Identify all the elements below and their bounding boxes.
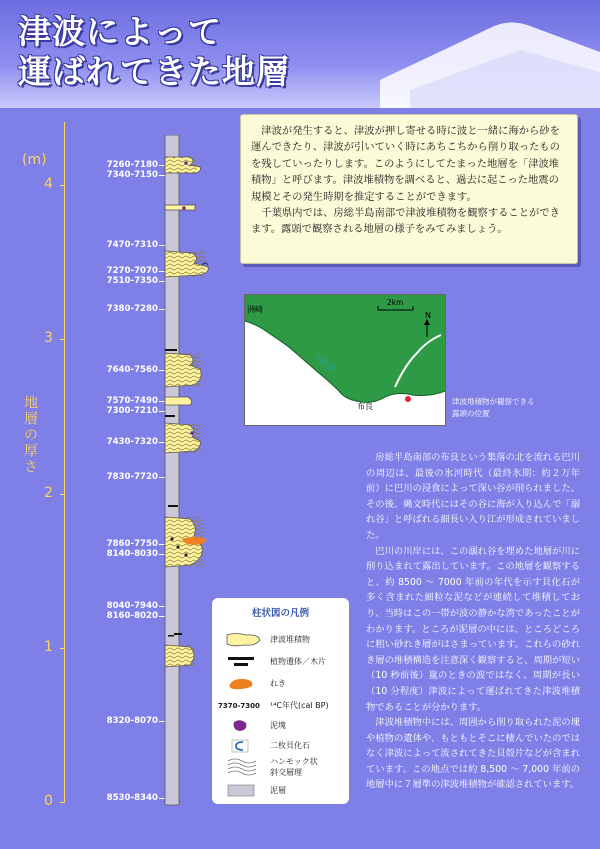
map-label-sunosaki: 洲崎: [247, 305, 263, 314]
legend-item: [212, 756, 349, 784]
bivalve-icon: [226, 738, 262, 754]
legend-item: [212, 654, 349, 674]
axis-tick: [60, 185, 65, 186]
axis-tick-label: 2: [44, 485, 53, 501]
mud-layer: [165, 135, 179, 805]
axis-line: [64, 122, 65, 802]
c14-date-label: 7260-7180: [106, 160, 158, 170]
legend-item: [212, 698, 349, 718]
gravel-swatch: [226, 676, 262, 692]
axis-tick: [60, 648, 65, 649]
mud-layer-swatch: [226, 784, 262, 798]
axis-tick-label: 3: [44, 330, 53, 346]
mud-clast: [182, 206, 186, 210]
stratigraphic-column: [160, 135, 220, 807]
legend-item: [212, 738, 349, 758]
mud-clast-swatch: [226, 718, 262, 734]
mountain-graphic: [370, 0, 600, 108]
map-caption-line: 露頭の位置: [452, 409, 490, 418]
legend-label: 津波堆積物: [270, 635, 310, 644]
explanation-text: [366, 450, 580, 793]
c14-date-label: 7270-7070: [106, 266, 158, 276]
hummocky-cross-stratification-swatch: [226, 756, 262, 778]
c14-date-label: 7380-7280: [106, 304, 158, 314]
legend-label: 泥層: [270, 786, 286, 795]
tsunami-deposit-swatch: [226, 632, 262, 648]
c14-date-label: 7430-7320: [106, 437, 158, 447]
c14-date-label: 8530-8340: [106, 793, 158, 803]
c14-date-label: 7860-7750: [106, 539, 158, 549]
plant-remains-swatch: [226, 654, 262, 670]
tsunami-deposit-layer: [165, 205, 195, 210]
intro-box: [240, 114, 578, 264]
legend-item: [212, 718, 349, 738]
map-caption-line: 津波堆積物が観察できる: [452, 397, 535, 406]
plant-remains: [165, 415, 175, 417]
legend-label: れき: [270, 679, 286, 688]
map-caption: [452, 396, 582, 420]
axis-tick-label: 0: [44, 793, 53, 809]
map-label-heisaura: 平砂浦: [311, 351, 337, 374]
tsunami-deposit-layer: [165, 353, 201, 387]
plant-remains: [168, 505, 178, 507]
c14-date-label: 7510-7350: [106, 276, 158, 286]
body-paragraph: 津波堆積物中には、周囲から削り取られた泥の塊や植物の遺体や、もともとそこに棲んでいたのではなく津波によって流されてきた貝殻片などが含まれています。この地点では約 8,500 ～ 7,000 年前の地層中に７層準の津波堆積物が確認されています。: [366, 717, 580, 791]
map-label-mera: 布良: [357, 402, 373, 411]
c14-date-label: 7640-7560: [106, 365, 158, 375]
plant-remains: [174, 633, 182, 635]
axis-tick-label: 1: [44, 639, 53, 655]
body-paragraph: 巴川の川岸には、この溺れ谷を埋めた地層が川に削り込まれて露出しています。この地層を観察すると、約 8500 ～ 7000 年前の年代を示す貝化石が多く含まれた細粒な泥などが連続して堆積しており、当時はこの一帯が波の静かな湾であったことがわかります。ところが泥層の中には、ところどころに粗い砂れき層がはさまっています。これらの砂れき層の堆積構造を注意深く観察すると、周期が短い（10 秒前後）嵐のときの波ではなく、周期が長い（10 分程度）津波によって運ばれてきた津波堆積物であることが分かります。: [366, 545, 580, 713]
axis-tick-label: 4: [44, 176, 53, 192]
mud-clast: [190, 431, 194, 435]
mud-clast: [184, 161, 188, 165]
tsunami-deposit-layer: [165, 251, 208, 277]
c14-date-label: 7300-7210: [106, 406, 158, 416]
north-arrow-label: N: [425, 311, 431, 320]
plant-remains: [168, 635, 174, 637]
map-drawing: [245, 295, 445, 425]
tsunami-deposit-layer: [165, 645, 195, 667]
legend-label: 斜交層理: [270, 768, 302, 777]
axis-title: 地層の厚さ: [22, 395, 38, 475]
legend-label: ハンモック状: [270, 757, 318, 766]
axis-unit: (m): [22, 152, 47, 168]
c14-date-label: 7470-7310: [106, 240, 158, 250]
c14-date-label: 8040-7940: [106, 601, 158, 611]
c14-date-label: 7570-7490: [106, 396, 158, 406]
c14-date-label: 8320-8070: [106, 716, 158, 726]
c14-date-label: 8160-8020: [106, 611, 158, 621]
legend-item: [212, 632, 349, 652]
legend-label: 植物遺体／木片: [270, 657, 326, 666]
header-banner: [0, 0, 600, 108]
title-line-2: 運ばれてきた地層: [18, 52, 290, 91]
legend-c14-sample: 7370-7300: [218, 702, 260, 710]
legend-label: 二枚貝化石: [270, 741, 310, 750]
legend-item: [212, 676, 349, 696]
page-title: [18, 12, 290, 92]
legend-label: 泥塊: [270, 721, 286, 730]
intro-paragraph: 千葉県内では、房総半島南部で津波堆積物を観察することができます。露頭で観察される地層の様子をみてみましょう。: [251, 207, 560, 236]
axis-tick: [60, 802, 65, 803]
c14-date-label: 7830-7720: [106, 472, 158, 482]
c14-date-label: 8140-8030: [106, 549, 158, 559]
outcrop-site-marker: [405, 396, 411, 402]
column-legend: [212, 598, 349, 804]
body-paragraph: 房総半島南部の布良という集落の北を流れる巴川の周辺は、最後の氷河時代（最終氷期：約２万年前）に巴川の浸食によって深い谷が削られました。その後、縄文時代にはその谷に海が入り込んで「溺れ谷」と呼ばれる細長い入り江が形成されていました。: [366, 452, 580, 541]
tsunami-deposit-layer: [165, 423, 201, 453]
tsunami-deposit-layer: [165, 397, 192, 405]
axis-tick: [60, 339, 65, 340]
legend-item: [212, 784, 349, 804]
axis-tick: [60, 494, 65, 495]
plant-remains: [165, 349, 177, 351]
c14-date-label: 7340-7150: [106, 170, 158, 180]
legend-title: 柱状図の凡例: [251, 608, 309, 619]
scale-bar-label: 2km: [387, 298, 404, 307]
tsunami-deposit-layer: [165, 157, 201, 173]
location-map: [244, 294, 446, 426]
intro-paragraph: 津波が発生すると、津波が押し寄せる時に波と一緒に海から砂を運んできたり、津波が引いていく時にあちこちから削り取ったものを残していったりします。このようにしてたまった地層を「津波堆積物」と呼びます。津波堆積物を調べると、過去に起こった地震の規模とその発生時期を推定することができます。: [251, 125, 560, 203]
title-line-1: 津波によって: [18, 12, 222, 51]
legend-label: ¹⁴C年代(cal BP): [270, 701, 329, 710]
